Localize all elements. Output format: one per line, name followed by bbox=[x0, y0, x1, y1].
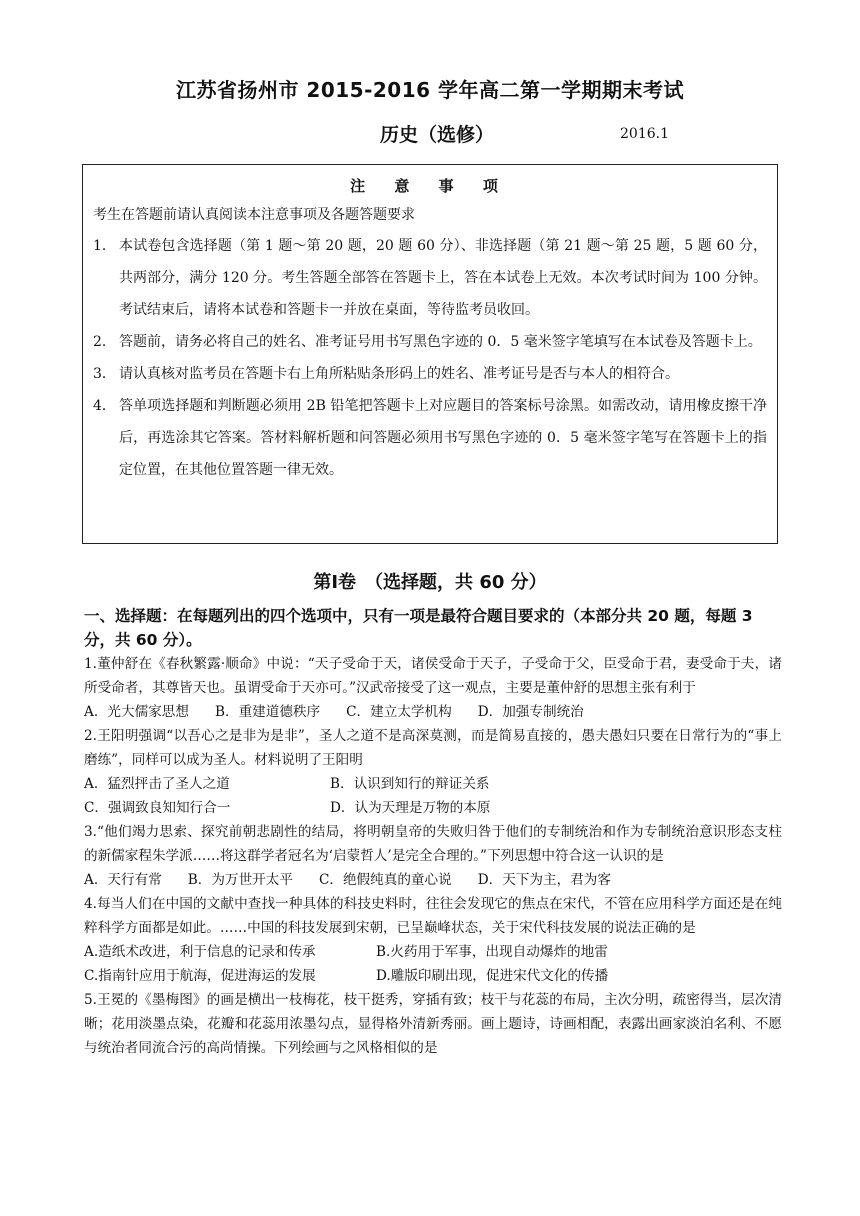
notice-item-number: 1． bbox=[93, 238, 116, 254]
notice-item-text: 答题前，请务必将自己的姓名、准考证号用书写黑色字迹的 0．5 毫米签字笔填写在本试卷及答题卡上。 bbox=[119, 334, 762, 350]
question-options bbox=[84, 700, 782, 724]
option-a: A．光大儒家思想 bbox=[84, 704, 189, 720]
notice-item-number: 3． bbox=[93, 366, 116, 382]
notice-item-text: 答单项选择题和判断题必须用 2B 铅笔把答题卡上对应题目的答案标号涂黑。如需改动，请用橡皮擦干净后，再选涂其它答案。答材料解析题和问答题必须用书写黑色字迹的 0．5 毫米签字笔写在答题卡上的指定位置，在其他位置答题一律无效。 bbox=[119, 398, 767, 478]
question-options bbox=[84, 940, 782, 988]
notice-item-number: 2． bbox=[93, 334, 116, 350]
notice-title: 注 意 事 项 bbox=[350, 177, 510, 195]
question-stem: 1.董仲舒在《春秋繁露·顺命》中说：“天子受命于天，诸侯受命于天子，子受命于父，臣受命于君，妻受命于夫，诸所受命者，其尊皆天也。虽谓受命于天亦可。”汉武帝接受了这一观点，主要是董仲舒的思想主张有利于 bbox=[84, 656, 782, 696]
notice-box bbox=[82, 164, 778, 544]
question-stem: 5.王冕的《墨梅图》的画是横出一枝梅花，枝干挺秀，穿插有致；枝干与花蕊的布局，主次分明，疏密得当，层次清晰；花用淡墨点染，花瓣和花蕊用浓墨勾点，显得格外清新秀丽。画上题诗，诗画相配，表露出画家淡泊名利、不愿与统治者同流合污的高尚情操。下列绘画与之风格相似的是 bbox=[84, 992, 782, 1056]
subtitle-row bbox=[0, 120, 860, 148]
option-c: C．绝假纯真的童心说 bbox=[318, 872, 452, 888]
part-instruction: 一、选择题：在每题列出的四个选项中，只有一项是最符合题目要求的（本部分共 20 题，每题 3 分，共 60 分）。 bbox=[84, 607, 753, 649]
question-options bbox=[84, 868, 782, 892]
notice-item-text: 本试卷包含选择题（第 1 题～第 20 题，20 题 60 分）、非选择题（第 21 题～第 25 题，5 题 60 分，共两部分，满分 120 分。考生答题全部答在答题卡上，答在本试卷上无效。本次考试时间为 100 分钟。考试结束后，请将本试卷和答题卡一并放在桌面，等待监考员收回。 bbox=[119, 238, 767, 318]
notice-item bbox=[93, 358, 767, 390]
notice-intro: 考生在答题前请认真阅读本注意事项及各题答题要求 bbox=[93, 207, 415, 223]
option-d: D．加强专制统治 bbox=[477, 704, 584, 720]
option-b: B．重建道德秩序 bbox=[214, 704, 321, 720]
option-a: A．天行有常 bbox=[84, 872, 162, 888]
option-d: D．天下为主，君为客 bbox=[477, 872, 611, 888]
question-options bbox=[84, 772, 782, 820]
option-b: B．认识到知行的辩证关系 bbox=[330, 776, 490, 792]
option-c: C.指南针应用于航海，促进海运的发展 bbox=[84, 968, 316, 984]
option-d: D．认为天理是万物的本原 bbox=[330, 800, 491, 816]
option-c: C．建立太学机构 bbox=[346, 704, 452, 720]
option-d: D.雕版印刷出现，促进宋代文化的传播 bbox=[376, 968, 609, 984]
option-c: C．强调致良知知行合一 bbox=[84, 800, 231, 816]
option-b: B.火药用于军事，出现自动爆炸的地雷 bbox=[376, 944, 608, 960]
question-list bbox=[84, 652, 782, 1060]
exam-title: 江苏省扬州市 2015-2016 学年高二第一学期期末考试 bbox=[175, 78, 685, 102]
question-stem: 2.王阳明强调“以吾心之是非为是非”，圣人之道不是高深莫测，而是简易直接的，愚夫愚妇只要在日常行为的“事上磨练”，同样可以成为圣人。材料说明了王阳明 bbox=[84, 728, 782, 768]
notice-item bbox=[93, 326, 767, 358]
notice-item-text: 请认真核对监考员在答题卡右上角所粘贴条形码上的姓名、准考证号是否与本人的相符合。 bbox=[119, 366, 679, 382]
option-b: B．为万世开太平 bbox=[187, 872, 293, 888]
notice-item bbox=[93, 230, 767, 326]
exam-date: 2016.1 bbox=[620, 126, 669, 142]
notice-item-number: 4． bbox=[93, 398, 116, 414]
option-a: A.造纸术改进，利于信息的记录和传承 bbox=[84, 944, 316, 960]
notice-item bbox=[93, 390, 767, 486]
section-heading: 第Ⅰ卷 （选择题，共 60 分） bbox=[313, 572, 547, 593]
question-stem: 3.“他们竭力思索、探究前朝悲剧性的结局，将明朝皇帝的失败归咎于他们的专制统治和作为专制统治意识形态支柱的新儒家程朱学派……将这群学者冠名为‘启蒙哲人’是完全合理的。”下列思想中符合这一认识的是 bbox=[84, 824, 782, 864]
question-stem: 4.每当人们在中国的文献中查找一种具体的科技史料时，往往会发现它的焦点在宋代，不管在应用科学方面还是在纯粹科学方面都是如此。……中国的科技发展到宋朝，已呈巅峰状态，关于宋代科技发展的说法正确的是 bbox=[84, 896, 782, 936]
subject-label: 历史（选修） bbox=[380, 124, 495, 146]
option-a: A．猛烈抨击了圣人之道 bbox=[84, 776, 230, 792]
